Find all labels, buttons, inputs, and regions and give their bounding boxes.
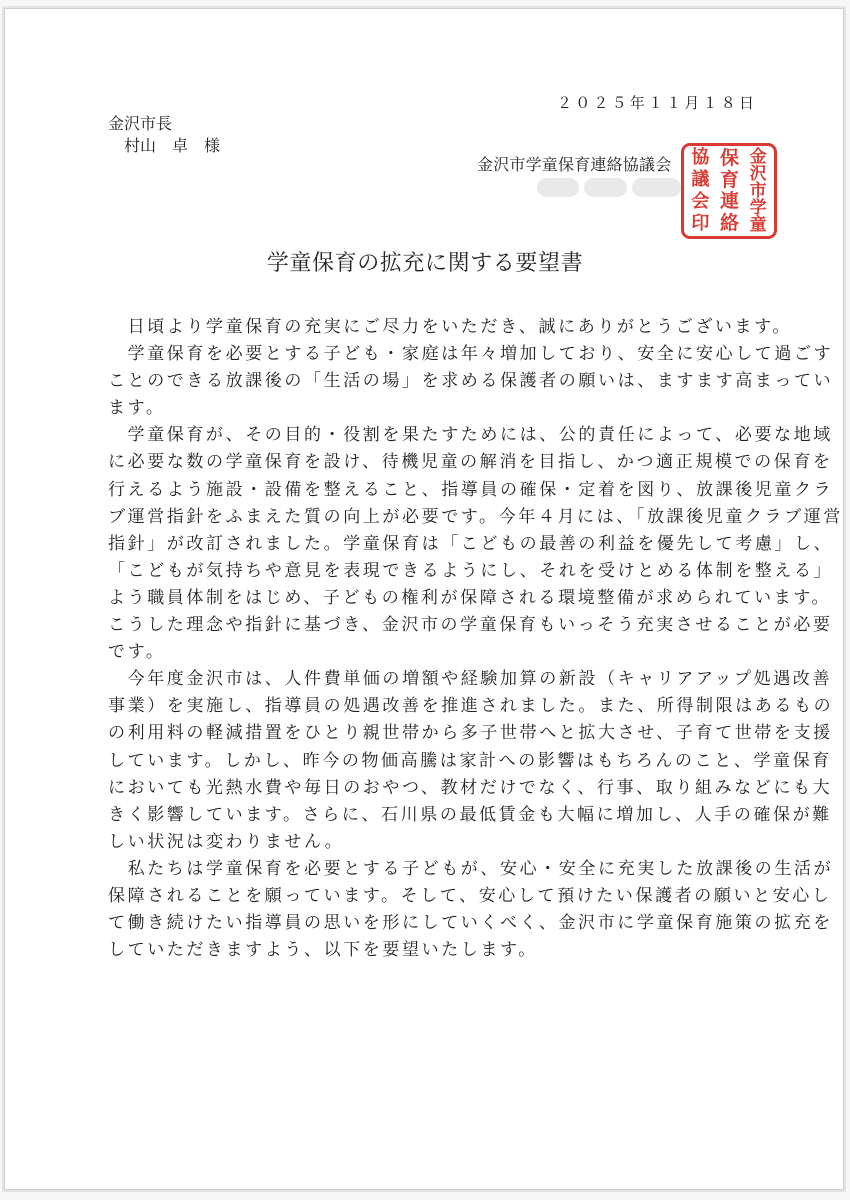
- redacted-name-block: [537, 178, 579, 197]
- body-line: 学童保育が、その目的・役割を果たすためには、公的責任によって、必要な地域: [108, 425, 833, 446]
- body-line: しい状況は変わりません。: [108, 831, 345, 852]
- body-line: 行えるよう施設・設備を整えること、指導員の確保・定着を図り、放課後児童クラ: [108, 479, 834, 500]
- body-line: においても光熱水費や毎日のおやつ、教材だけでなく、行事、取り組みなどにも大: [108, 777, 833, 798]
- seal-column: [691, 149, 709, 233]
- addressee-block: [108, 113, 220, 157]
- seal-char: 育: [719, 168, 739, 191]
- seal-char: 学: [749, 198, 767, 218]
- document-body: [108, 314, 843, 964]
- addressee-title: 金沢市長: [108, 114, 173, 133]
- body-line: の利用料の軽減措置をひとり親世帯から多子世帯へと拡大させ、子育て世帯を支援: [108, 723, 833, 744]
- seal-char: 会: [691, 191, 710, 212]
- seal-char: 印: [691, 213, 710, 234]
- body-line: て働き続けたい指導員の思いを形にしていくべく、金沢市に学童保育施策の拡充を: [108, 913, 833, 934]
- seal-char: 議: [691, 169, 710, 190]
- body-line: 「こどもが気持ちや意見を表現できるようにし、それを受けとめる体制を整える」: [108, 560, 834, 581]
- body-line: ます。: [108, 398, 166, 419]
- seal-char: 市: [749, 181, 767, 201]
- seal-column: [750, 149, 767, 233]
- seal-char: 協: [691, 147, 710, 168]
- addressee-name: 村山 卓 様: [124, 136, 221, 155]
- seal-column: [720, 149, 739, 233]
- body-line: 保障されることを願っています。そして、安心して預けたい保護者の願いと安心し: [108, 885, 832, 906]
- sender-organization: 金沢市学童保育連絡協議会: [477, 155, 672, 174]
- body-line: 指針」が改訂されました。学童保育は「こどもの最善の利益を優先して考慮」し、: [108, 533, 834, 554]
- seal-char: 保: [719, 147, 739, 169]
- document-date: ２０２５年１１月１８日: [557, 94, 758, 112]
- redacted-name-block: [584, 178, 627, 197]
- body-line: です。: [108, 642, 166, 663]
- body-line: こうした理念や指針に基づき、金沢市の学童保育もいっそう充実させることが必要: [108, 615, 833, 636]
- seal-char: 絡: [719, 211, 739, 234]
- body-line: していただきますよう、以下を要望いたします。: [108, 940, 538, 961]
- body-line: ことのできる放課後の「生活の場」を求める保護者の願いは、ますます高まってい: [108, 371, 834, 392]
- body-line: 日頃より学童保育の充実にご尽力をいただき、誠にありがとうございます。: [108, 317, 792, 337]
- body-line: きく影響しています。さらに、石川県の最低賃金も大幅に増加し、人手の確保が難: [108, 804, 832, 825]
- document-title: 学童保育の拡充に関する要望書: [266, 251, 584, 276]
- body-line: 今年度金沢市は、人件費単価の増額や経験加算の新設（キャリアアップ処遇改善: [108, 669, 833, 690]
- body-line: に必要な数の学童保育を設け、待機児童の解消を目指し、かつ適正規模での保育を: [108, 452, 833, 473]
- body-line: 学童保育を必要とする子ども・家庭は年々増加しており、安全に安心して過ごす: [108, 344, 834, 365]
- body-line: よう職員体制をはじめ、子どもの権利が保障される環境整備が求められています。: [108, 587, 832, 608]
- seal-char: 金: [749, 147, 767, 167]
- body-line: 事業）を実施し、指導員の処遇改善を推進されました。また、所得制限はあるもの: [108, 696, 834, 717]
- redacted-name-block: [632, 178, 681, 197]
- body-line: しています。しかし、昨今の物価高騰は家計への影響はもちろんのこと、学童保育: [108, 750, 832, 771]
- organization-seal-stamp: [681, 143, 777, 239]
- body-line: ブ運営指針をふまえた質の向上が必要です。今年４月には、「放課後児童クラブ運営: [108, 506, 843, 527]
- seal-char: 童: [749, 215, 767, 235]
- seal-char: 沢: [749, 164, 767, 184]
- body-line: 私たちは学童保育を必要とする子どもが、安心・安全に充実した放課後の生活が: [108, 858, 834, 879]
- seal-char: 連: [719, 190, 739, 213]
